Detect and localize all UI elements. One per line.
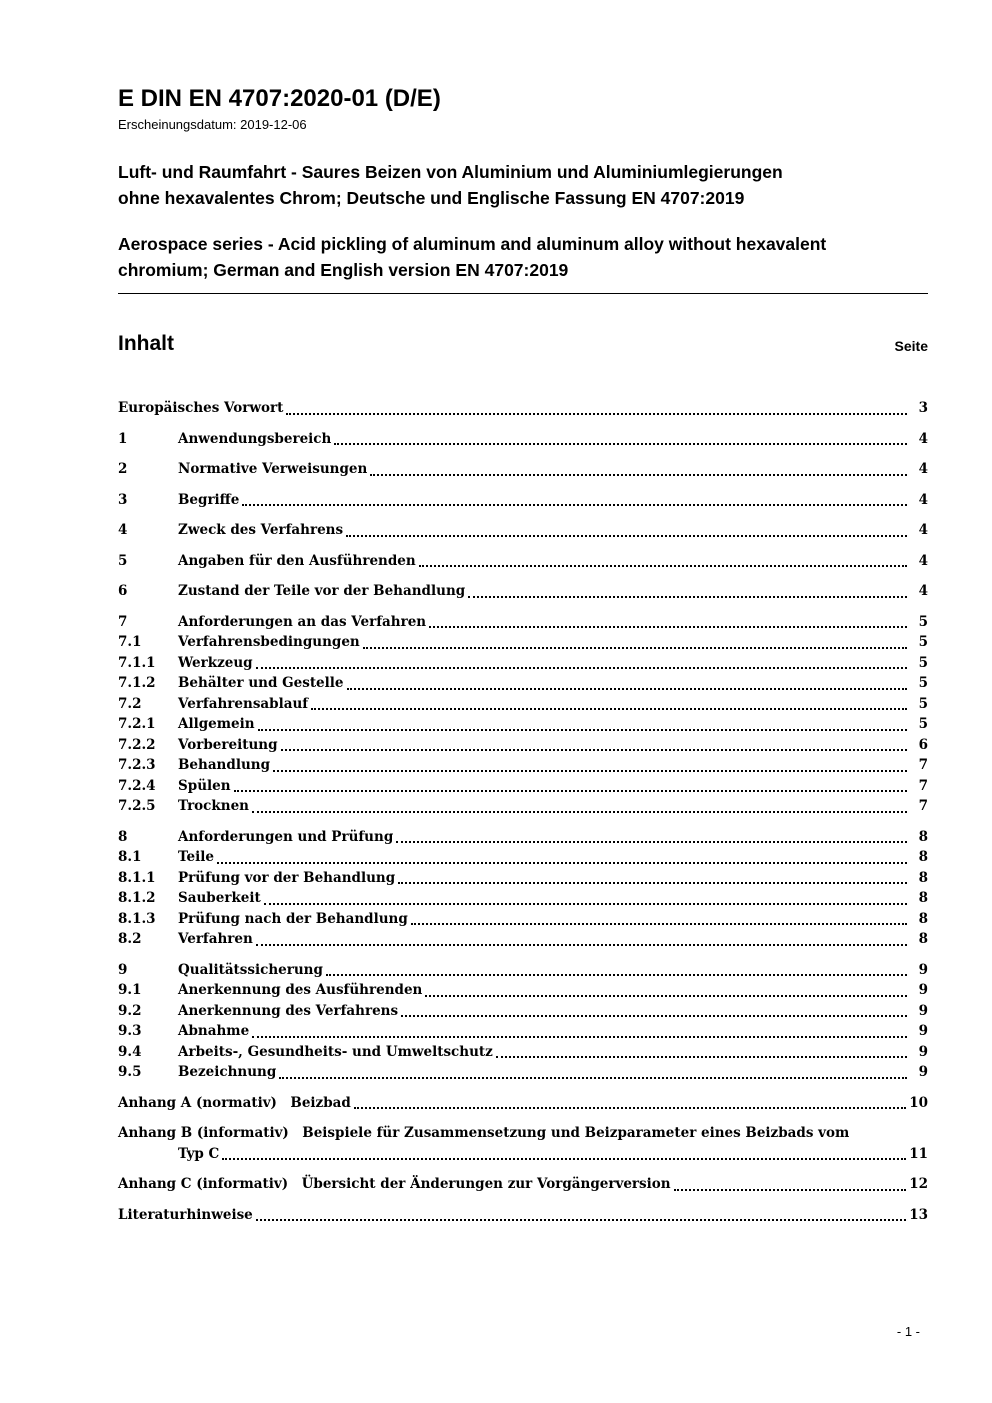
toc-entry-page: 5 — [918, 675, 928, 692]
toc-entry-page: 4 — [918, 491, 928, 508]
toc-entry-number: 7.2.4 — [118, 777, 156, 794]
toc-entry — [118, 1123, 928, 1144]
toc-entry — [118, 796, 928, 817]
toc-entry — [118, 459, 928, 480]
toc-entry-page: 5 — [918, 634, 928, 651]
toc-entry — [118, 980, 928, 1001]
toc-entry-number: 4 — [118, 522, 128, 539]
toc-entry-number: 7.1.2 — [118, 675, 156, 692]
toc-entry — [118, 714, 928, 735]
toc-entry-number: 8.2 — [118, 931, 142, 948]
toc-entry-page: 5 — [918, 695, 928, 712]
toc-entry — [118, 735, 928, 756]
toc-entry — [118, 694, 928, 715]
toc-entry-label: Verfahrensablauf — [178, 695, 309, 712]
toc-entry-number: 9.4 — [118, 1043, 142, 1060]
dot-leader — [234, 790, 907, 792]
dot-leader — [496, 1056, 907, 1058]
toc-entry-page: 7 — [918, 798, 928, 815]
toc-entry-page: 5 — [918, 613, 928, 630]
document-title-english — [118, 231, 928, 294]
toc-entry-page: 8 — [918, 828, 928, 845]
toc-entry-page: 8 — [918, 890, 928, 907]
toc-entry-number: 9.5 — [118, 1064, 142, 1081]
toc-entry-label: Werkzeug — [178, 654, 253, 671]
document-title-english-line2: chromium; German and English version EN 4707:2019 — [118, 260, 569, 281]
toc-entry-number: 7.1 — [118, 634, 142, 651]
toc-entry-number: 8.1.3 — [118, 910, 156, 927]
toc-entry-label: Anhang A (normativ) Beizbad — [118, 1094, 351, 1111]
toc-entry-page: 10 — [909, 1094, 928, 1111]
toc-entry-label: Verfahrensbedingungen — [178, 634, 360, 651]
toc-entry — [118, 1205, 928, 1226]
toc-entry — [118, 653, 928, 674]
toc-entry-label: Arbeits-, Gesundheits- und Umweltschutz — [178, 1043, 493, 1060]
toc-entry — [118, 490, 928, 511]
toc-entry-number: 9.2 — [118, 1002, 142, 1019]
toc-entry-page: 9 — [918, 982, 928, 999]
toc-entry-number: 8.1.1 — [118, 869, 156, 886]
dot-leader — [674, 1189, 907, 1191]
toc-entry — [118, 520, 928, 541]
toc-entry-page: 5 — [918, 716, 928, 733]
dot-leader — [273, 770, 907, 772]
dot-leader — [256, 944, 907, 946]
toc-entry-label: Anforderungen an das Verfahren — [178, 613, 427, 630]
document-title-english-line1: Aerospace series - Acid pickling of aluminum and aluminum alloy without hexavalent — [118, 234, 827, 255]
toc-entry-label: Teile — [178, 849, 214, 866]
toc-entry-page: 6 — [918, 736, 928, 753]
toc-entry-page: 7 — [918, 757, 928, 774]
dot-leader — [347, 688, 908, 690]
toc-entry-number: 6 — [118, 583, 128, 600]
toc-entry — [118, 1001, 928, 1022]
toc-entry-page: 13 — [909, 1206, 928, 1223]
toc-entry — [118, 551, 928, 572]
toc-entry — [118, 909, 928, 930]
toc-entry-label: Literaturhinweise — [118, 1206, 253, 1223]
toc-entry-label: Anwendungsbereich — [178, 430, 332, 447]
toc-entry-page: 4 — [918, 430, 928, 447]
toc-entry-number: 9.1 — [118, 982, 142, 999]
dot-leader — [354, 1107, 906, 1109]
dot-leader — [252, 811, 907, 813]
toc-entry-label: Allgemein — [178, 716, 255, 733]
toc-entry-page: 8 — [918, 869, 928, 886]
toc-entry — [118, 929, 928, 950]
toc-entry-page: 8 — [918, 910, 928, 927]
dot-leader — [334, 443, 907, 445]
toc-entry — [118, 632, 928, 653]
toc-entry — [118, 1062, 928, 1083]
toc-entry — [118, 612, 928, 633]
dot-leader — [252, 1036, 907, 1038]
toc-entry-page: 8 — [918, 931, 928, 948]
toc-entry-label: Qualitätssicherung — [178, 961, 323, 978]
dot-leader — [425, 995, 907, 997]
toc-entry-page: 5 — [918, 654, 928, 671]
toc-entry-page: 9 — [918, 1002, 928, 1019]
toc-entry-number: 8.1.2 — [118, 890, 156, 907]
dot-leader — [398, 882, 907, 884]
toc-entry-label: Spülen — [178, 777, 231, 794]
toc-entry-label: Zustand der Teile vor der Behandlung — [178, 583, 466, 600]
toc-entry — [118, 429, 928, 450]
toc-entry-page: 4 — [918, 461, 928, 478]
toc-entry-label: Verfahren — [178, 931, 253, 948]
toc-entry — [118, 888, 928, 909]
toc-entry-number: 3 — [118, 491, 128, 508]
toc-entry — [118, 847, 928, 868]
toc-entry-label: Behandlung — [178, 757, 271, 774]
toc-entry-label: Anhang C (informativ) Übersicht der Änderungen zur Vorgängerversion — [118, 1176, 671, 1193]
toc-entry — [118, 1093, 928, 1114]
dot-leader — [279, 1077, 907, 1079]
toc-entry-label: Vorbereitung — [178, 736, 278, 753]
toc-entry-page: 9 — [918, 961, 928, 978]
toc-entry — [118, 1021, 928, 1042]
toc-entry-label: Normative Verweisungen — [178, 461, 368, 478]
document-title-german-line1: Luft- und Raumfahrt - Saures Beizen von Aluminium und Aluminiumlegierungen — [118, 162, 783, 183]
toc-entry-page: 9 — [918, 1043, 928, 1060]
toc-entry-number: 7.2.3 — [118, 757, 156, 774]
toc-entry-label: Prüfung nach der Behandlung — [178, 910, 408, 927]
toc-entry-page: 9 — [918, 1064, 928, 1081]
toc-entry-label: Angaben für den Ausführenden — [178, 552, 416, 569]
toc-entry-label: Zweck des Verfahrens — [178, 522, 344, 539]
dot-leader — [401, 1015, 907, 1017]
toc-entry-number: 5 — [118, 552, 128, 569]
dot-leader — [419, 565, 907, 567]
toc-entry-label: Abnahme — [178, 1023, 250, 1040]
toc-heading: Inhalt — [118, 332, 174, 356]
toc-entry-page: 4 — [918, 522, 928, 539]
toc-entry-label: Sauberkeit — [178, 890, 261, 907]
dot-leader — [411, 923, 907, 925]
toc-entry-label: Anerkennung des Verfahrens — [178, 1002, 399, 1019]
toc-entry-label: Prüfung vor der Behandlung — [178, 869, 396, 886]
toc-entry-number: 9.3 — [118, 1023, 142, 1040]
toc-list — [118, 398, 928, 1225]
page-number-footer: - 1 - — [896, 1324, 920, 1339]
dot-leader — [281, 749, 907, 751]
toc-entry-number: 7 — [118, 613, 128, 630]
toc-entry-page: 11 — [909, 1145, 928, 1162]
dot-leader — [256, 667, 907, 669]
toc-entry-label: Begriffe — [178, 491, 240, 508]
dot-leader — [468, 596, 907, 598]
toc-entry-number: 1 — [118, 430, 128, 447]
toc-entry-page: 8 — [918, 849, 928, 866]
dot-leader — [311, 708, 907, 710]
dot-leader — [363, 647, 907, 649]
toc-entry-label: Trocknen — [178, 798, 249, 815]
toc-entry-number: 8 — [118, 828, 128, 845]
toc-entry-page: 4 — [918, 583, 928, 600]
toc-entry — [118, 1042, 928, 1063]
dot-leader — [258, 729, 907, 731]
toc-entry-label: Behälter und Gestelle — [178, 675, 344, 692]
toc-entry-label: Europäisches Vorwort — [118, 400, 284, 417]
toc-entry-number: 7.2.5 — [118, 798, 156, 815]
toc-entry — [118, 581, 928, 602]
toc-entry — [118, 776, 928, 797]
dot-leader — [264, 903, 907, 905]
toc-entry — [118, 868, 928, 889]
toc-entry — [118, 960, 928, 981]
toc-entry — [118, 673, 928, 694]
toc-entry — [118, 1174, 928, 1195]
document-title-german-line2: ohne hexavalentes Chrom; Deutsche und Englische Fassung EN 4707:2019 — [118, 188, 745, 209]
toc-entry-number: 7.2 — [118, 695, 142, 712]
toc-entry-page: 12 — [909, 1176, 928, 1193]
toc-entry-number: 7.1.1 — [118, 654, 156, 671]
dot-leader — [217, 862, 907, 864]
toc-entry — [118, 827, 928, 848]
toc-entry — [118, 398, 928, 419]
dot-leader — [256, 1219, 906, 1221]
dot-leader — [222, 1158, 906, 1160]
toc-entry-number: 7.2.2 — [118, 736, 156, 753]
toc-entry — [118, 1144, 928, 1165]
toc-entry — [118, 755, 928, 776]
toc-page-column-label: Seite — [894, 338, 928, 355]
toc-entry-number: 9 — [118, 961, 128, 978]
toc-entry-page: 4 — [918, 552, 928, 569]
toc-entry-label: Anforderungen und Prüfung — [178, 828, 394, 845]
toc-entry-label: Typ C — [178, 1145, 220, 1162]
toc-header — [118, 332, 928, 356]
toc-entry-page: 3 — [918, 400, 928, 417]
toc-entry-label: Anerkennung des Ausführenden — [178, 982, 423, 999]
document-number: E DIN EN 4707:2020-01 (D/E) — [118, 85, 441, 112]
dot-leader — [286, 413, 907, 415]
toc-entry-label: Bezeichnung — [178, 1064, 277, 1081]
toc-entry-page: 7 — [918, 777, 928, 794]
document-title-german — [118, 159, 928, 211]
toc-entry-number: 7.2.1 — [118, 716, 156, 733]
dot-leader — [346, 535, 907, 537]
dot-leader — [326, 974, 907, 976]
toc-entry-label: Anhang B (informativ) Beispiele für Zusammensetzung und Beizparameter eines Beizbads vom — [118, 1125, 850, 1142]
dot-leader — [370, 474, 907, 476]
dot-leader — [396, 841, 907, 843]
toc-entry-page: 9 — [918, 1023, 928, 1040]
dot-leader — [429, 626, 907, 628]
dot-leader — [242, 504, 907, 506]
toc-entry-number: 2 — [118, 461, 128, 478]
publish-date: Erscheinungsdatum: 2019-12-06 — [118, 117, 307, 133]
toc-entry-number: 8.1 — [118, 849, 142, 866]
